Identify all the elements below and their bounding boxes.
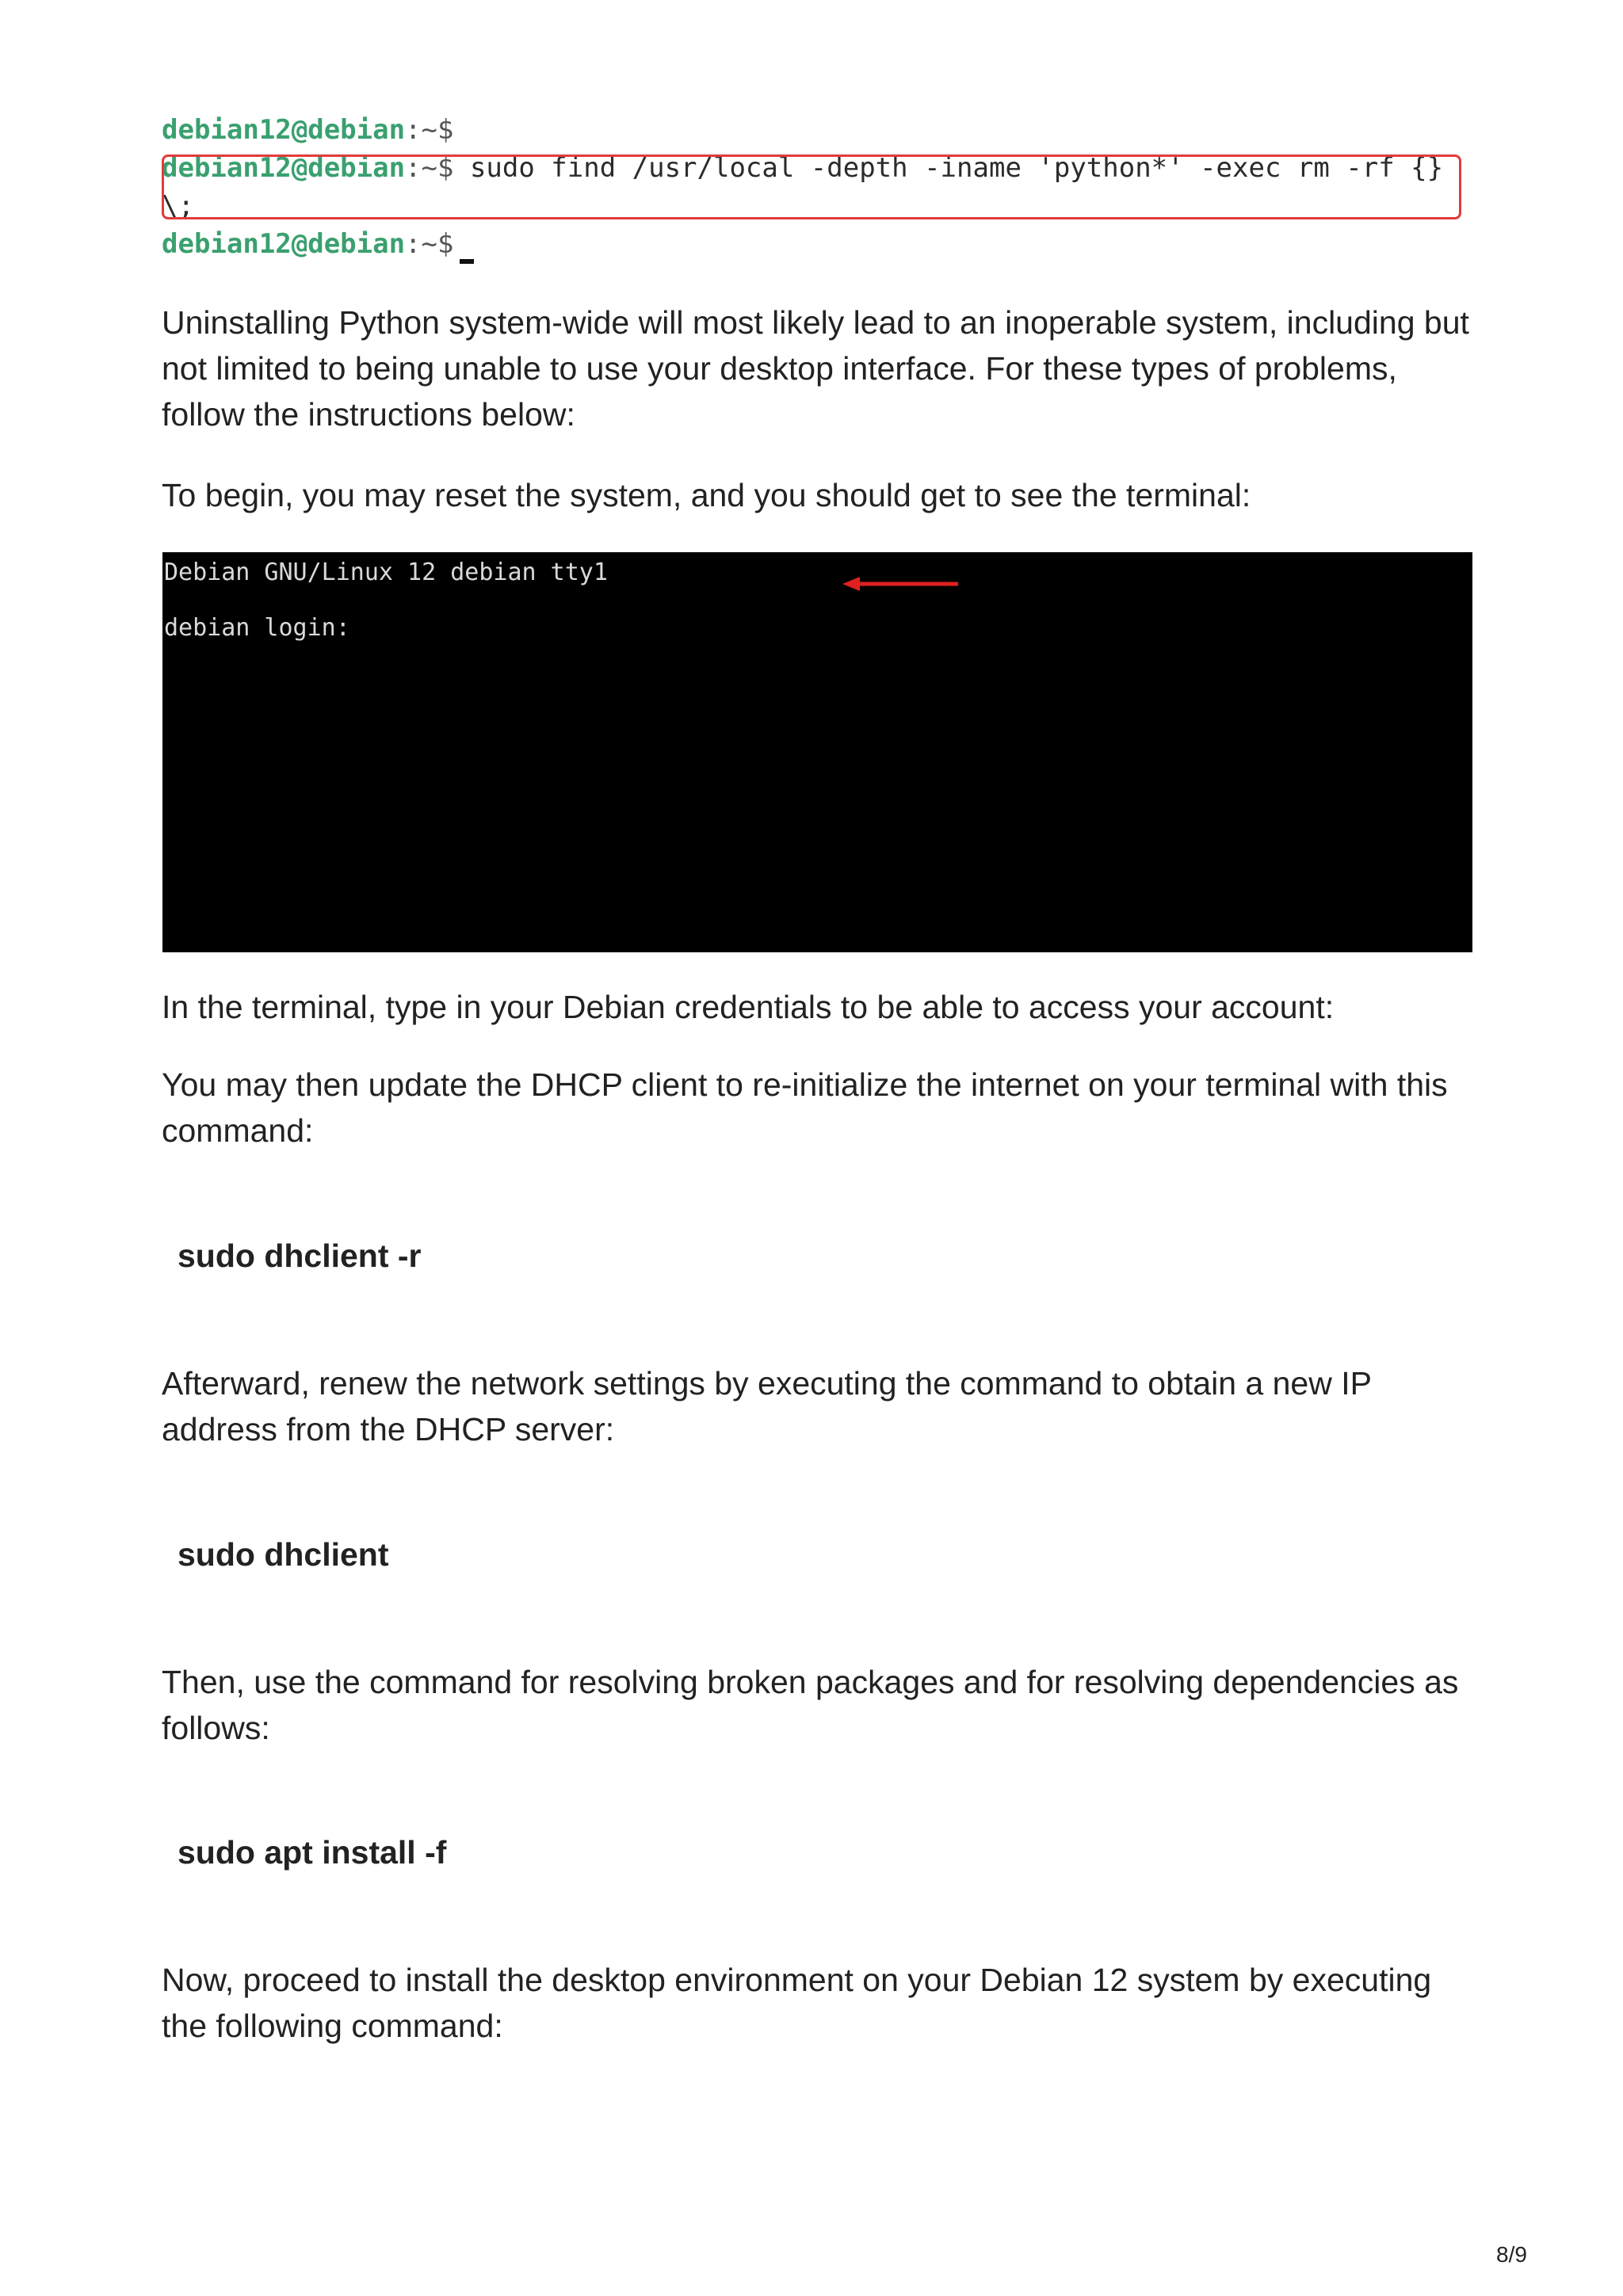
prompt-user: debian12@debian xyxy=(162,228,406,260)
prompt-user: debian12@debian xyxy=(162,114,406,146)
paragraph: Then, use the command for resolving broken packages and for resolving dependencies as follows: xyxy=(162,1664,1459,1746)
paragraph: Now, proceed to install the desktop environment on your Debian 12 system by executing the following command: xyxy=(162,1962,1432,2044)
paragraph: Afterward, renew the network settings by executing the command to obtain a new IP address from the DHCP server: xyxy=(162,1365,1372,1447)
prompt-path: :~$ xyxy=(405,114,454,146)
command-dhclient: sudo dhclient xyxy=(178,1536,389,1573)
red-arrow-icon xyxy=(842,576,961,592)
terminal-command: sudo find /usr/local -depth -iname 'python*' -exec rm -rf {} xyxy=(453,152,1444,184)
prompt-user: debian12@debian xyxy=(162,152,406,184)
terminal-cursor xyxy=(460,259,474,264)
login-prompt: debian login: xyxy=(164,614,350,642)
paragraph: In the terminal, type in your Debian credentials to be able to access your account: xyxy=(162,989,1335,1025)
terminal-snippet xyxy=(162,111,1469,263)
terminal-banner: Debian GNU/Linux 12 debian tty1 xyxy=(164,559,608,586)
paragraph: You may then update the DHCP client to re-initialize the internet on your terminal with this command: xyxy=(162,1066,1448,1149)
prompt-path: :~$ xyxy=(405,228,454,260)
prompt-path: :~$ xyxy=(405,152,454,184)
paragraph: To begin, you may reset the system, and you should get to see the terminal: xyxy=(162,477,1251,513)
terminal-command-continuation: \; xyxy=(162,190,194,222)
command-dhclient-release: sudo dhclient -r xyxy=(178,1238,422,1274)
terminal-line xyxy=(162,111,1469,149)
page-number: 8/9 xyxy=(1496,2242,1527,2267)
command-highlight-box xyxy=(162,154,1461,219)
login-terminal-screenshot xyxy=(162,552,1472,952)
paragraph: Uninstalling Python system-wide will most likely lead to an inoperable system, including but not limited to being unable to use your desktop interface. For these types of problems, follow the instructions below: xyxy=(162,304,1469,433)
terminal-line xyxy=(162,225,1469,263)
command-apt-install-fix: sudo apt install -f xyxy=(178,1834,447,1871)
